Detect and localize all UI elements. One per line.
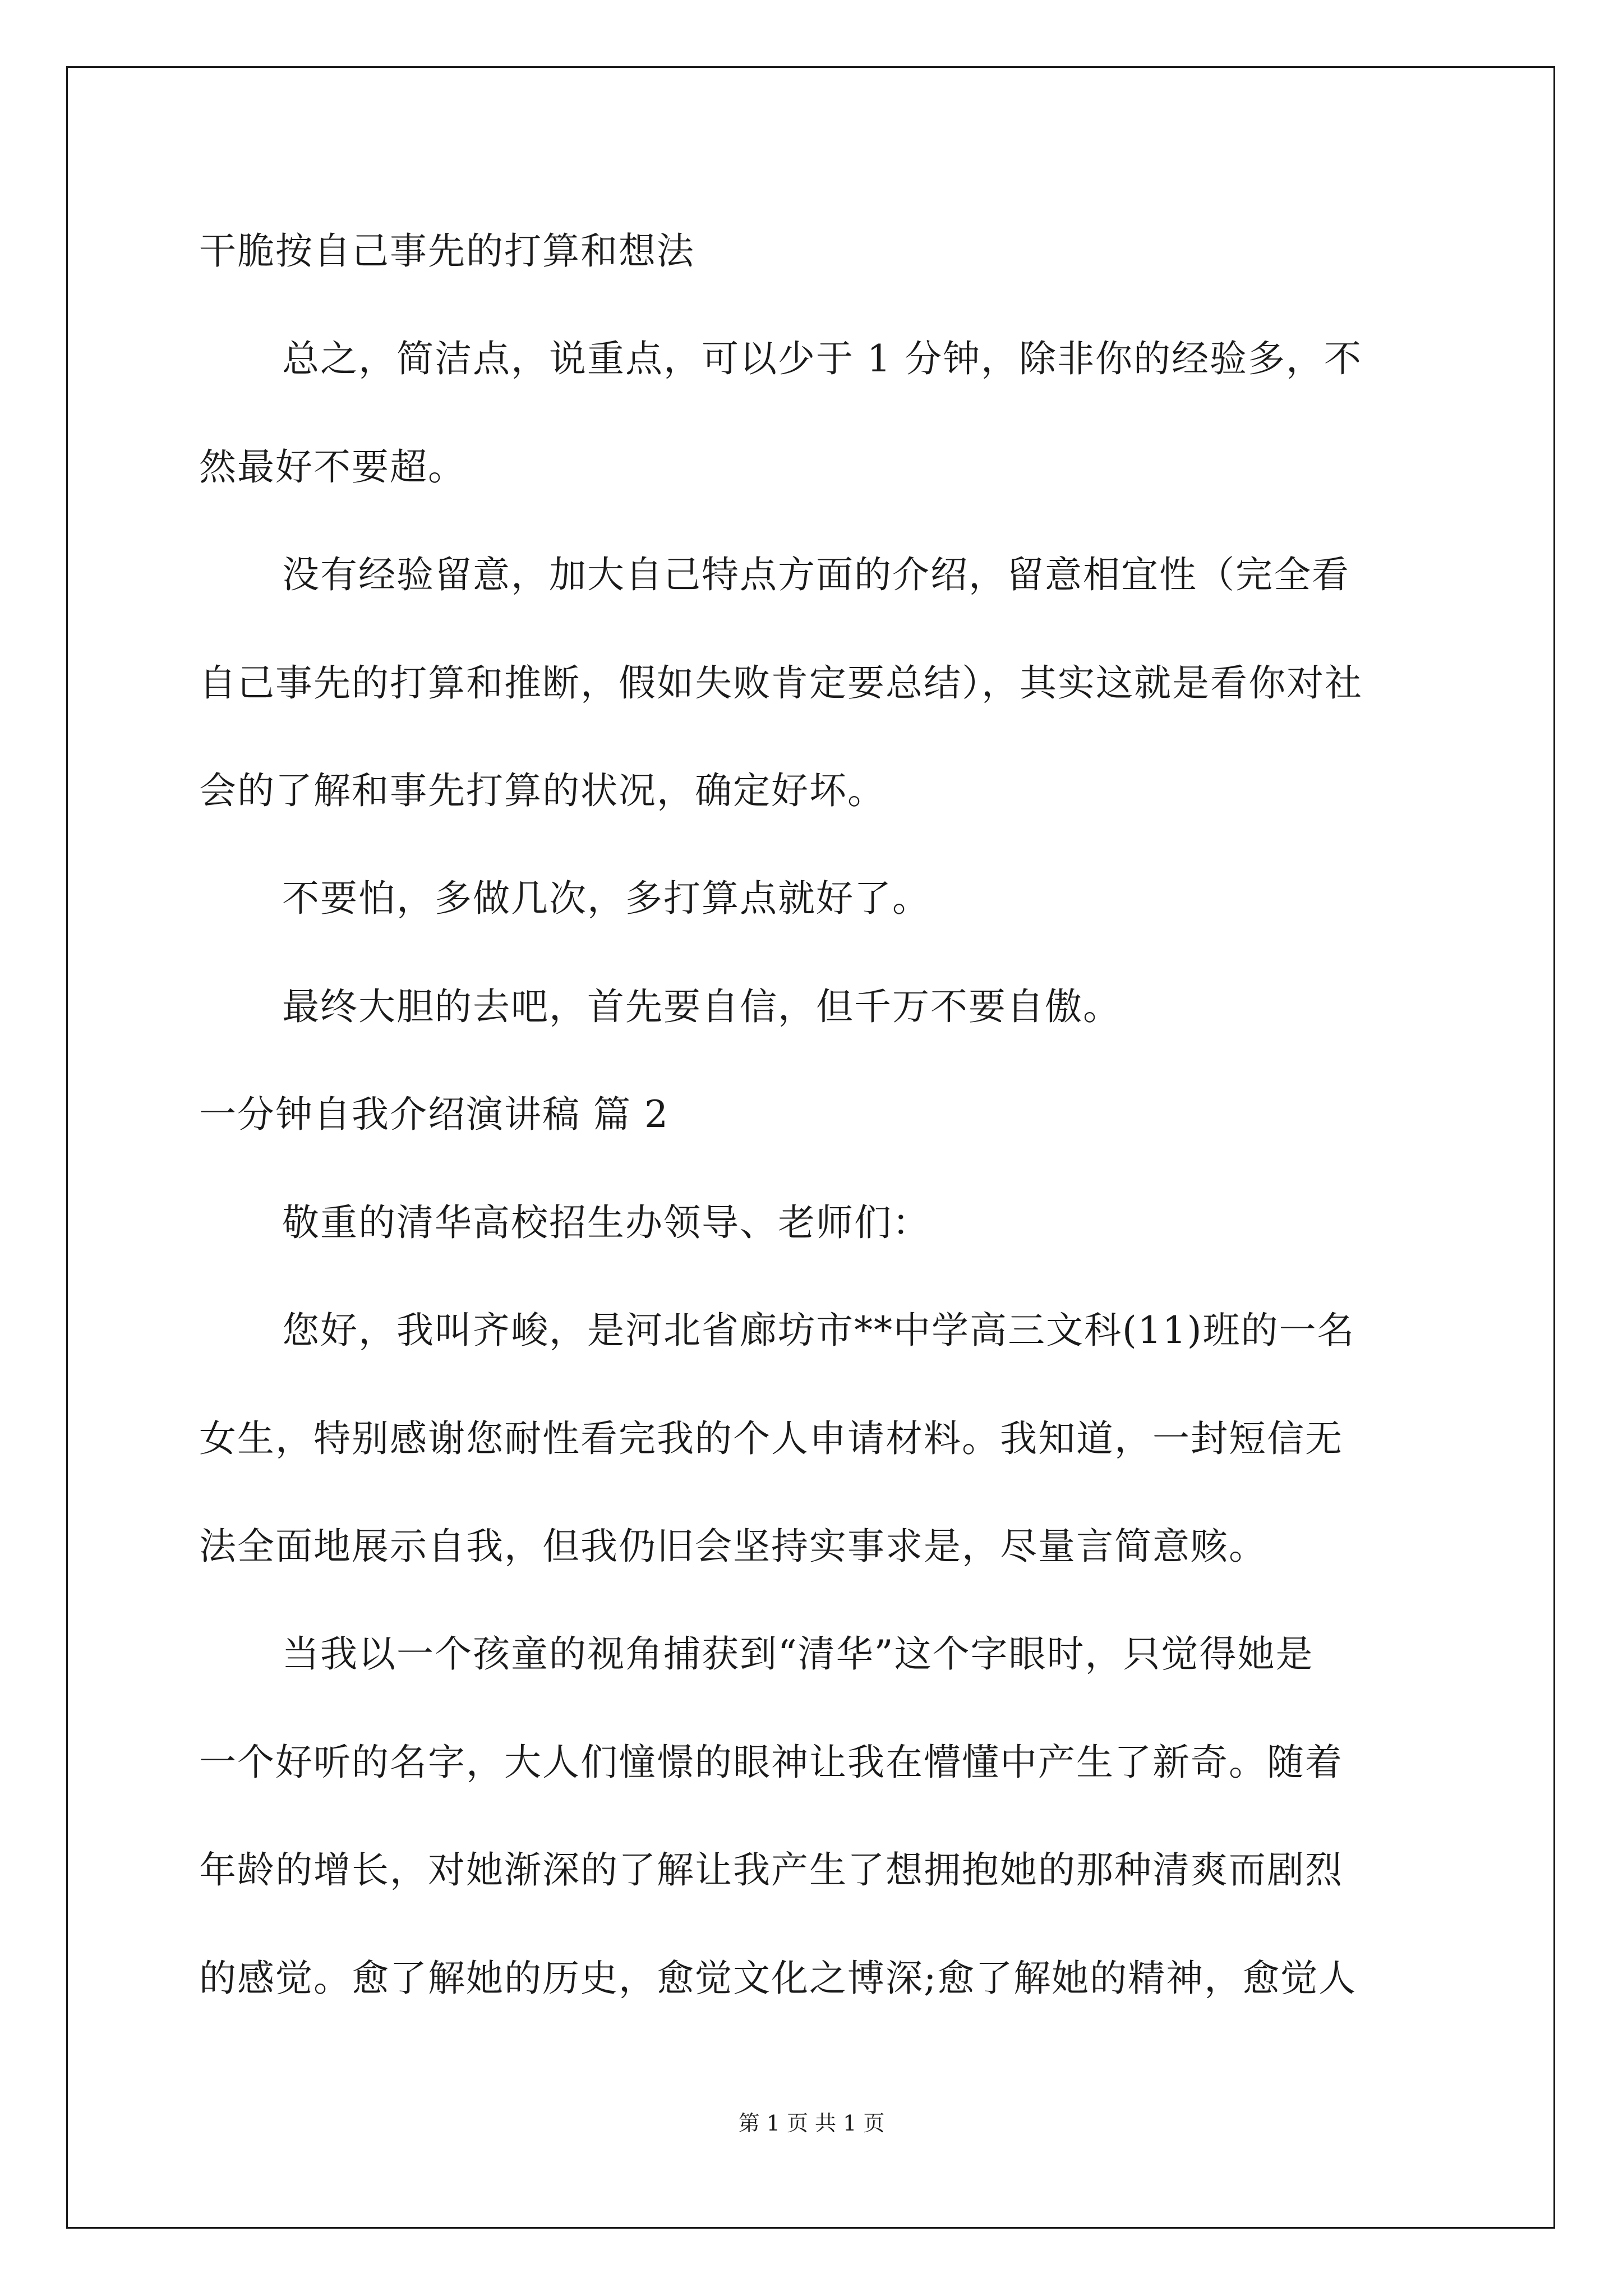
paragraph-line (0, 222, 1623, 280)
paragraph-line (0, 654, 1623, 712)
paragraph-line (0, 1194, 1623, 1252)
line-text: 女生，特别感谢您耐性看完我的个人申请材料。我知道，一封短信无 (199, 1417, 1343, 1460)
line-text: 敬重的清华高校招生办领导、老师们： (282, 1201, 930, 1244)
paragraph-line (0, 546, 1623, 604)
paragraph-line (0, 1949, 1623, 2008)
paragraph-line (0, 1841, 1623, 1899)
paragraph-line (0, 1410, 1623, 1468)
line-text: 法全面地展示自我，但我仍旧会坚持实事求是，尽量言简意赅。 (199, 1525, 1267, 1568)
section-heading (0, 1085, 1623, 1144)
line-text: 的感觉。愈了解她的历史，愈觉文化之博深;愈了解她的精神，愈觉人 (199, 1957, 1357, 2000)
section-heading-text: 一分钟自我介绍演讲稿 篇 2 (199, 1093, 669, 1136)
paragraph-line (0, 762, 1623, 820)
page-border (66, 66, 1555, 2229)
paragraph-line (0, 1625, 1623, 1683)
paragraph-line (0, 869, 1623, 928)
paragraph-line (0, 1733, 1623, 1792)
line-text: 自己事先的打算和推断，假如失败肯定要总结），其实这就是看你对社 (199, 661, 1363, 705)
line-text: 当我以一个孩童的视角捕获到“清华”这个字眼时，只觉得她是 (282, 1632, 1314, 1676)
line-text: 干脆按自己事先的打算和想法 (199, 229, 695, 273)
line-text: 会的了解和事先打算的状况，确定好坏。 (199, 769, 886, 812)
line-text: 您好，我叫齐峻，是河北省廊坊市**中学高三文科(11)班的一名 (282, 1309, 1355, 1352)
paragraph-line (0, 438, 1623, 496)
page-number-footer: 第 1 页 共 1 页 (738, 2111, 885, 2136)
line-text: 然最好不要超。 (199, 445, 466, 489)
line-text: 没有经验留意，加大自己特点方面的介绍，留意相宜性（完全看 (282, 553, 1350, 596)
paragraph-line (0, 330, 1623, 388)
line-text: 最终大胆的去吧，首先要自信，但千万不要自傲。 (282, 985, 1121, 1028)
paragraph-line (0, 1301, 1623, 1360)
line-text: 年龄的增长，对她渐深的了解让我产生了想拥抱她的那种清爽而剧烈 (199, 1848, 1343, 1892)
line-text: 总之，简洁点，说重点，可以少于 1 分钟，除非你的经验多，不 (282, 337, 1362, 380)
line-text: 不要怕，多做几次，多打算点就好了。 (282, 877, 930, 920)
line-text: 一个好听的名字，大人们憧憬的眼神让我在懵懂中产生了新奇。随着 (199, 1741, 1343, 1784)
paragraph-line (0, 978, 1623, 1036)
paragraph-line (0, 1517, 1623, 1576)
